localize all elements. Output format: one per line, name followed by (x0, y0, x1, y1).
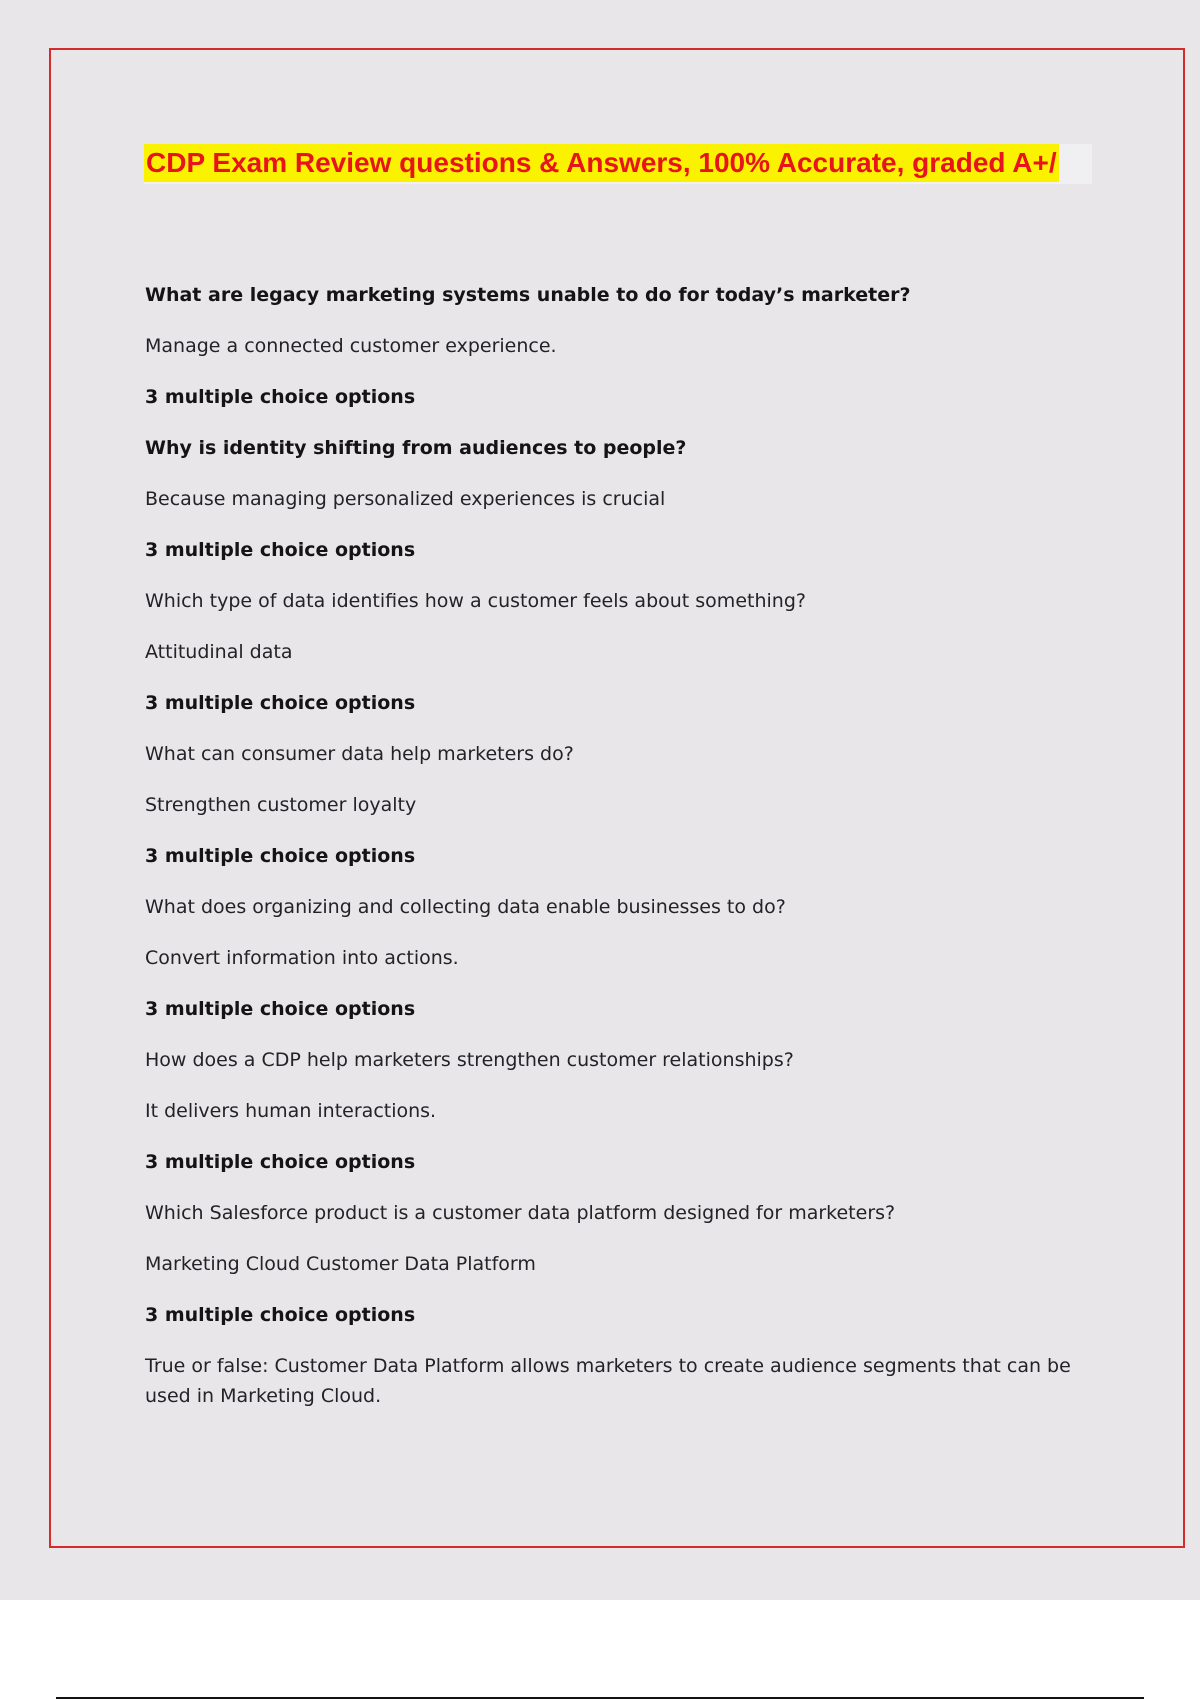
answer-line: Because managing personalized experiences is crucial (145, 488, 666, 510)
choice-count-line: 3 multiple choice options (145, 1304, 416, 1326)
question-line: Which type of data identifies how a customer feels about something? (145, 590, 806, 612)
choice-count-line: 3 multiple choice options (145, 692, 416, 714)
question-line: True or false: Customer Data Platform allows marketers to create audience segments that can be used in Marketing Cloud. (145, 1355, 1071, 1407)
answer-line: Marketing Cloud Customer Data Platform (145, 1253, 536, 1275)
question-line: How does a CDP help marketers strengthen customer relationships? (145, 1049, 794, 1071)
choice-count-line: 3 multiple choice options (145, 539, 416, 561)
footer-divider (56, 1697, 1144, 1699)
choice-count-line: 3 multiple choice options (145, 386, 416, 408)
choice-count-line: 3 multiple choice options (145, 998, 416, 1020)
choice-count-line: 3 multiple choice options (145, 1151, 416, 1173)
document-title: CDP Exam Review questions & Answers, 100% Accurate, graded A+/ (144, 144, 1059, 182)
question-line: What can consumer data help marketers do? (145, 743, 574, 765)
answer-line: Attitudinal data (145, 641, 293, 663)
title-block (144, 144, 1092, 184)
question-line: What are legacy marketing systems unable to do for today’s marketer? (145, 284, 911, 306)
qa-list (145, 280, 1105, 1432)
answer-line: Strengthen customer loyalty (145, 794, 417, 816)
question-line: Why is identity shifting from audiences to people? (145, 437, 687, 459)
answer-line: It delivers human interactions. (145, 1100, 437, 1122)
answer-line: Convert information into actions. (145, 947, 459, 969)
question-line: What does organizing and collecting data enable businesses to do? (145, 896, 786, 918)
choice-count-line: 3 multiple choice options (145, 845, 416, 867)
answer-line: Manage a connected customer experience. (145, 335, 557, 357)
question-line: Which Salesforce product is a customer data platform designed for marketers? (145, 1202, 896, 1224)
